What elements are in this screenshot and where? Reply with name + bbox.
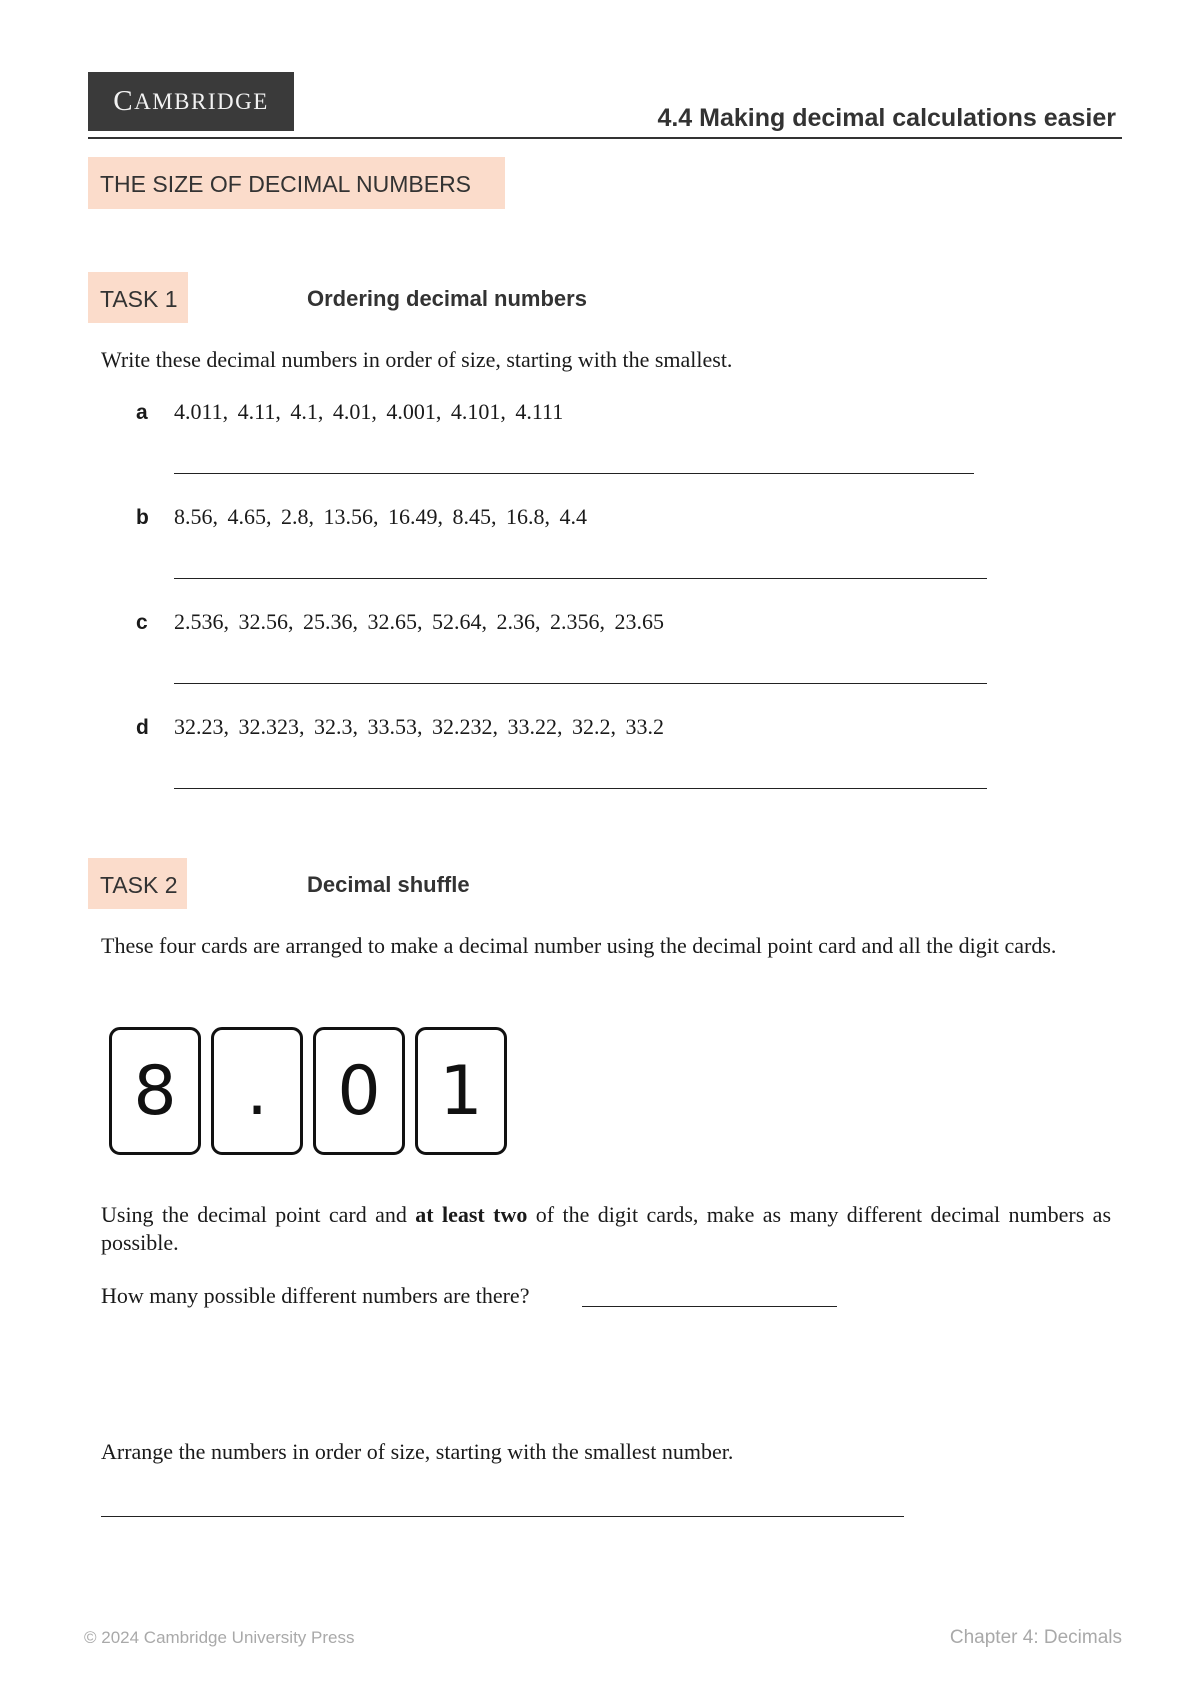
task2-question: How many possible different numbers are there? [101,1283,530,1308]
task1-item-a-letter: a [136,401,148,424]
digit-card-0: 0 [313,1027,405,1155]
task2-instructions [101,1201,1111,1257]
header-divider [88,137,1122,139]
task2-label: TASK 2 [88,858,187,909]
digit-cards [109,1027,507,1155]
task2-instructions-end: of the digit cards, make as many different decimal numbers as possible. [101,1202,1112,1255]
task2-instructions-emphasis: at least two [415,1202,528,1227]
task1-label: TASK 1 [88,272,188,323]
task1-item-d-letter: d [136,716,149,739]
task1-instruction: Write these decimal numbers in order of size, starting with the smallest. [101,347,733,372]
task2-arrange-answer-line[interactable] [101,1516,904,1517]
task2-question-answer-line[interactable] [582,1306,837,1307]
task2-intro: These four cards are arranged to make a decimal number using the decimal point card and all the digit cards. [101,933,1057,958]
footer-copyright: © 2024 Cambridge University Press [84,1628,355,1647]
task1-item-c-values: 2.536, 32.56, 25.36, 32.65, 52.64, 2.36, 2.356, 23.65 [174,609,664,634]
task2-instructions-start: Using the decimal point card and [101,1202,416,1227]
page-title: 4.4 Making decimal calculations easier [657,104,1116,132]
logo-text: AMBRIDGE [134,88,269,114]
task2-arrange-instruction: Arrange the numbers in order of size, starting with the smallest number. [101,1439,734,1464]
task1-item-b-values: 8.56, 4.65, 2.8, 13.56, 16.49, 8.45, 16.8, 4.4 [174,504,587,529]
digit-card-8: 8 [109,1027,201,1155]
task1-item-b-answer-line[interactable] [174,578,987,579]
decimal-point-card: . [211,1027,303,1155]
task1-item-a-values: 4.011, 4.11, 4.1, 4.01, 4.001, 4.101, 4.111 [174,399,564,424]
task1-item-d-answer-line[interactable] [174,788,987,789]
task1-item-c-answer-line[interactable] [174,683,987,684]
task2-title: Decimal shuffle [307,872,470,897]
cambridge-logo [88,72,294,131]
task1-item-b-letter: b [136,506,149,529]
task1-item-d-values: 32.23, 32.323, 32.3, 33.53, 32.232, 33.22, 32.2, 33.2 [174,714,664,739]
section-heading: THE SIZE OF DECIMAL NUMBERS [88,157,505,209]
digit-card-1: 1 [415,1027,507,1155]
logo-initial: C [113,85,135,117]
task1-item-c-letter: c [136,611,148,634]
footer-chapter: Chapter 4: Decimals [949,1627,1122,1648]
task1-title: Ordering decimal numbers [307,286,587,311]
task1-item-a-answer-line[interactable] [174,473,974,474]
